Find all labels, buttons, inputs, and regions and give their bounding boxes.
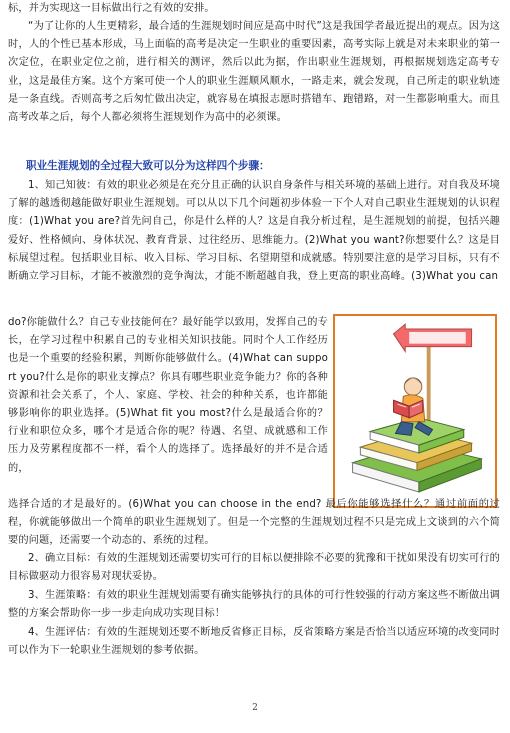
paragraph-step-4: 4、生涯评估：有效的生涯规划还要不断地反省修正目标，反省策略方案是否恰当以适应环境的改变同时可以作为下一轮职业生涯规划的参考依据。 [8, 627, 500, 657]
paragraph-step-1-wrapped: do?你能做什么？自己专业技能何在？最好能学以致用，发挥自己的专长，在学习过程中积累自己的专业相关知识技能。同时个人工作经历也是一个重要的经验积累，判断你能够做什么。(4)What can support you?什么是你的职业支撑点？你具有哪些职业竞争能力？你的各种资源和社会关系了，个人、家庭、学校、社会的种种关系，也许都能够影响你的职业选择。(5)What fit you most?什么是最适合你的？行业和职位众多，哪个才是适合你的呢？待遇、名望、成就感和工作压力及劳累程度都不一样，看个人的选择了。选择最好的并不是合适的， [8, 317, 328, 474]
paragraph-step-3: 3、生涯策略：有效的职业生涯规划需要有确实能够执行的具体的可行性较强的行动方案这些不断做出调整的方案会帮助你一步一步走向成功实现目标！ [8, 590, 500, 620]
person-reading-on-books-icon [335, 316, 495, 506]
reading-figure-illustration [333, 314, 497, 508]
page-number: 2 [252, 703, 258, 713]
paragraph-step-1: 1、知己知彼：有效的职业必须是在充分且正确的认识自身条件与相关环境的基础上进行。对自我及环境了解的越透彻越能做好职业生涯规划。可以从以下几个问题初步体验一下个人对自己职业生涯规划的认识程度：(1)What you are?首先问自己，你是什么样的人？这是自我分析过程，是生涯规划的前提，包括兴趣爱好、性格倾向、身体状况、教育背景、过往经历、思维能力。(2)What you want?你想要什么？这是目标展望过程。包括职业目标、收入目标、学习目标、名望期望和成就感。特别要注意的是学习目标，只有不断确立学习目标，才能不被激烈的竞争淘汰，才能不断超越自我，登上更高的职业高峰。(3)What you can [8, 180, 500, 283]
paragraph-step-2: 2、确立目标：有效的生涯规划还需要切实可行的目标以便排除不必要的犹豫和干扰如果没有切实可行的目标做驱动力很容易对现状妥协。 [8, 553, 500, 583]
paragraph-step-1-end: 选择合适的才是最好的。(6)What you can choose in the end? 最后你能够选择什么？通过前面的过程，你就能够做出一个简单的职业生涯规划了。但是一个完整的生涯规划过程不只是完成上文谈到的六个简要的问题，还需要一个动态的、系统的过程。 [8, 499, 500, 547]
section-heading: 职业生涯规划的全过程大致可以分为这样四个步骤： [26, 160, 270, 172]
paragraph-intro-end: 标，并为实现这一目标做出行之有效的安排。 [8, 3, 215, 14]
paragraph-planning-time: “为了让你的人生更精彩，最合适的生涯规划时间应是高中时代”这是我国学者最近提出的观点。因为这时，人的个性已基本形成，马上面临的高考是决定一生职业的重要因素，高考实际上就是对未来职业的第一次定位，在职业定位之前，进行相关的测评，然后以此为据，作出职业生涯规划，再根据规划选定高考专业，这是最佳方案。这个方案可使一个人的职业生涯顺风顺水，一路走来，就会发现，自己所走的职业轨迹是一条直线。否则高考之后匆忙做出决定，就容易在填报志愿时搭错车、跑错路，对一生都影响重大。而且高考改革之后，每个人都必须将生涯规划作为高中的必须课。 [8, 21, 500, 124]
